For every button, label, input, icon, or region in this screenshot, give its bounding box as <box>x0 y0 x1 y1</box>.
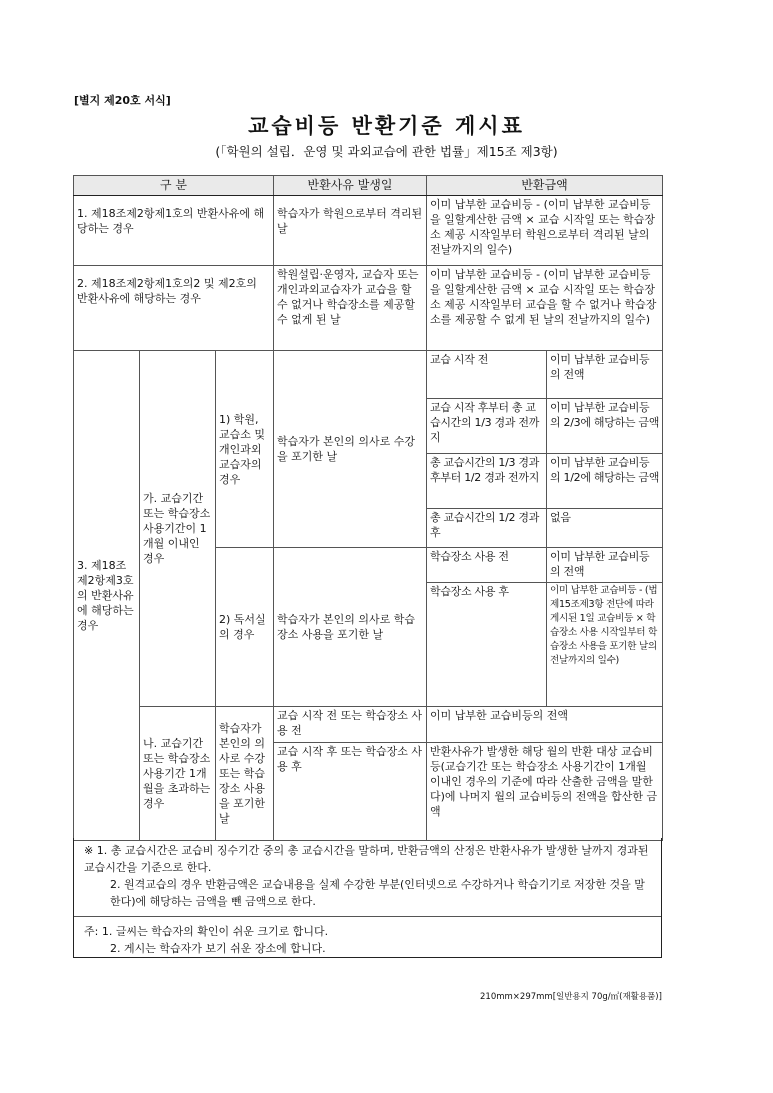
header-category: 구 분 <box>74 176 274 196</box>
sub2-amount: 이미 납부한 교습비등의 전액 <box>547 548 663 583</box>
na-condition: 교습 시작 전 또는 학습장소 사용 전 <box>274 707 427 743</box>
sub2-condition: 학습장소 사용 전 <box>427 548 547 583</box>
remark-1 <box>84 842 653 876</box>
sub1-amount: 이미 납부한 교습비등의 1/2에 해당하는 금액 <box>547 454 663 509</box>
row2-date: 학원설립·운영자, 교습자 또는 개인과외교습자가 교습을 할 수 없거나 학습장소를 제공할 수 없게 된 날 <box>274 266 427 351</box>
page-subtitle: (「학원의 설립．운영 및 과외교습에 관한 법률」제15조 제3항) <box>215 144 558 159</box>
paper-spec: 210mm×297mm[일반용지 70g/㎡(재활용품)] <box>480 992 662 1002</box>
notes-box <box>73 838 662 958</box>
table-row <box>74 707 663 743</box>
sub1-condition: 교습 시작 후부터 총 교습시간의 1/3 경과 전까지 <box>427 399 547 454</box>
ga-sub1-label: 1) 학원, 교습소 및 개인과외교습자의 경우 <box>216 351 274 548</box>
header-date: 반환사유 발생일 <box>274 176 427 196</box>
row1-date: 학습자가 학원으로부터 격리된 날 <box>274 196 427 266</box>
na-date: 학습자가 본인의 의사로 수강또는 학습장소 사용을 포기한날 <box>216 707 274 841</box>
remarks-section <box>74 838 661 917</box>
ga-label: 가. 교습기간 또는 학습장소 사용기간이 1개월 이내인 경우 <box>140 351 216 707</box>
remark-mark: ※ <box>84 844 94 857</box>
table-row <box>74 196 663 266</box>
na-condition: 교습 시작 후 또는 학습장소 사용 후 <box>274 743 427 841</box>
remark-2: 2. 원격교습의 경우 반환금액은 교습내용을 실제 수강한 부분(인터넷으로 수강하거나 학습기기로 저장한 것을 말한다)에 해당하는 금액을 뺀 금액으로 한다. <box>110 878 645 908</box>
note-2: 2. 게시는 학습자가 보기 쉬운 장소에 합니다. <box>110 942 326 955</box>
sub1-condition: 총 교습시간의 1/2 경과 후 <box>427 509 547 548</box>
row1-category: 1. 제18조제2항제1호의 반환사유에 해당하는 경우 <box>74 196 274 266</box>
ga-sub1-date: 학습자가 본인의 의사로 수강을 포기한 날 <box>274 351 427 548</box>
sub1-condition: 총 교습시간의 1/3 경과 후부터 1/2 경과 전까지 <box>427 454 547 509</box>
sub2-condition: 학습장소 사용 후 <box>427 583 547 707</box>
ga-sub2-date: 학습자가 본인의 의사로 학습장소 사용을 포기한 날 <box>274 548 427 707</box>
note-1 <box>84 923 653 940</box>
table-header-row <box>74 176 663 196</box>
table-row <box>74 266 663 351</box>
form-label: [별지 제20호 서식] <box>74 94 171 107</box>
remark-1-text: 1. 총 교습시간은 교습비 징수기간 중의 총 교습시간을 말하며, 반환금액의 산정은 반환사유가 발생한 날까지 경과된 교습시간을 기준으로 한다. <box>84 844 649 874</box>
refund-table <box>73 175 663 841</box>
notes-section <box>74 917 661 961</box>
row1-amount: 이미 납부한 교습비등 - (이미 납부한 교습비등을 일할계산한 금액 × 교습 시작일 또는 학습장소 제공 시작일부터 학원으로부터 격리된 날의 전날까지의 일수) <box>427 196 663 266</box>
row2-category: 2. 제18조제2항제1호의2 및 제2호의 반환사유에 해당하는 경우 <box>74 266 274 351</box>
note-1-text: 1. 글씨는 학습자의 확인이 쉬운 크기로 합니다. <box>101 925 329 938</box>
table-row <box>74 351 663 399</box>
note-mark: 주: <box>84 925 99 938</box>
row3-category: 3. 제18조 제2항제3호의 반환사유에 해당하는 경우 <box>74 351 140 841</box>
sub1-amount: 이미 납부한 교습비등의 전액 <box>547 351 663 399</box>
ga-sub2-label: 2) 독서실의 경우 <box>216 548 274 707</box>
sub1-amount: 이미 납부한 교습비등의 2/3에 해당하는 금액 <box>547 399 663 454</box>
na-amount: 반환사유가 발생한 해당 월의 반환 대상 교습비등(교습기간 또는 학습장소 사용기간이 1개월 이내인 경우의 기준에 따라 산출한 금액을 말한다)에 나머지 월의 교습비등의 전액을 합산한 금액 <box>427 743 663 841</box>
sub1-condition: 교습 시작 전 <box>427 351 547 399</box>
sub2-amount: 이미 납부한 교습비등 - (법 제15조제3항 전단에 따라 게시된 1일 교습비등 × 학습장소 사용 시작일부터 학습장소 사용을 포기한 날의 전날까지의 일수) <box>547 583 663 707</box>
header-amount: 반환금액 <box>427 176 663 196</box>
na-label: 나. 교습기간 또는 학습장소 사용기간 1개월을 초과하는 경우 <box>140 707 216 841</box>
sub1-amount: 없음 <box>547 509 663 548</box>
row2-amount: 이미 납부한 교습비등 - (이미 납부한 교습비등을 일할계산한 금액 × 교습 시작일 또는 학습장소 제공 시작일부터 교습을 할 수 없거나 학습장소를 제공할 수 없게 된 날의 전날까지의 일수) <box>427 266 663 351</box>
page-title: 교습비등 반환기준 게시표 <box>248 114 525 138</box>
na-amount: 이미 납부한 교습비등의 전액 <box>427 707 663 743</box>
